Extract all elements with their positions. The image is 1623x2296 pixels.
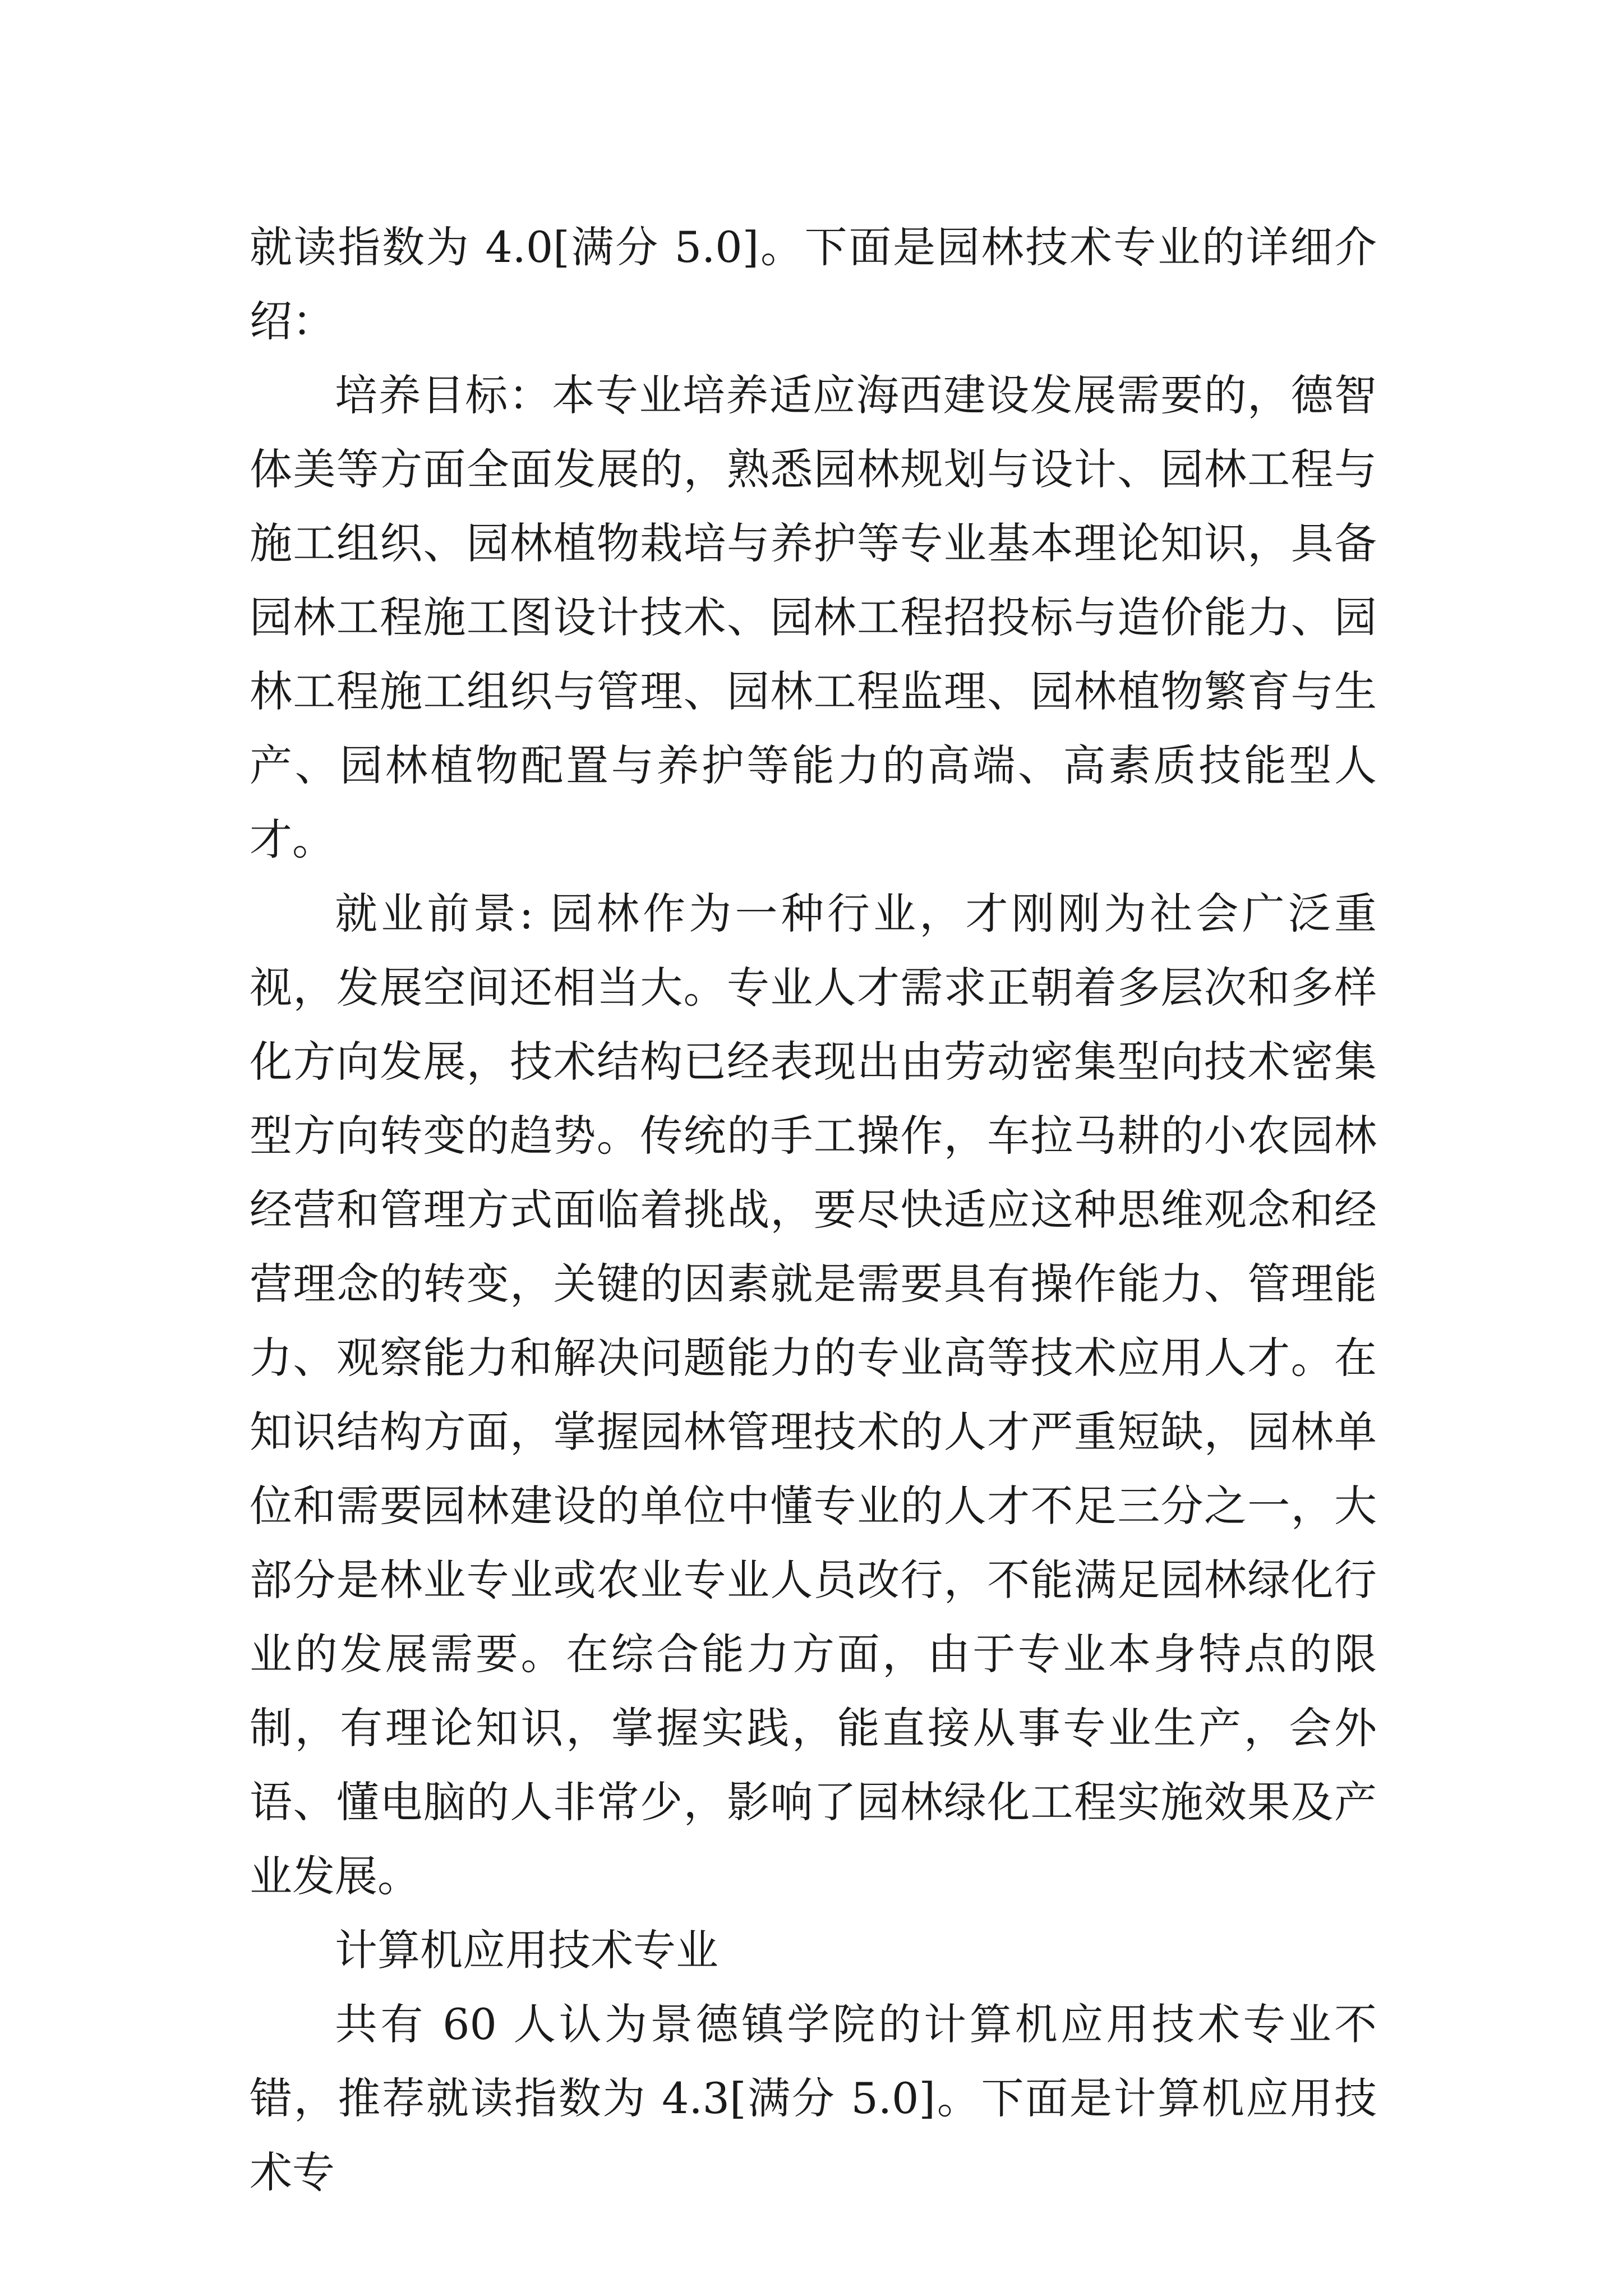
paragraph-computer-application-intro: 共有 60 人认为景德镇学院的计算机应用技术专业不错，推荐就读指数为 4.3[满分 5.0]。下面是计算机应用技术专 <box>250 1999 1377 2197</box>
section-heading-computer-application: 计算机应用技术专业 <box>335 1925 718 1975</box>
paragraph-intro-continuation: 就读指数为 4.0[满分 5.0]。下面是园林技术专业的详细介绍： <box>250 222 1377 346</box>
paragraph-training-goal: 培养目标：本专业培养适应海西建设发展需要的，德智体美等方面全面发展的，熟悉园林规划与设计、园林工程与施工组织、园林植物栽培与养护等专业基本理论知识，具备园林工程施工图设计技术、园林工程招投标与造价能力、园林工程施工组织与管理、园林工程监理、园林植物繁育与生产、园林植物配置与养护等能力的高端、高素质技能型人才。 <box>250 370 1377 864</box>
paragraph-employment-prospects: 就业前景: 园林作为一种行业，才刚刚为社会广泛重视，发展空间还相当大。专业人才需求正朝着多层次和多样化方向发展，技术结构已经表现出由劳动密集型向技术密集型方向转变的趋势。传统的手工操作，车拉马耕的小农园林经营和管理方式面临着挑战，要尽快适应这种思维观念和经营理念的转变，关键的因素就是需要具有操作能力、管理能力、观察能力和解决问题能力的专业高等技术应用人才。在知识结构方面，掌握园林管理技术的人才严重短缺，园林单位和需要园林建设的单位中懂专业的人才不足三分之一，大部分是林业专业或农业专业人员改行，不能满足园林绿化行业的发展需要。在综合能力方面，由于专业本身特点的限制，有理论知识，掌握实践，能直接从事专业生产，会外语、懂电脑的人非常少，影响了园林绿化工程实施效果及产业发展。 <box>250 889 1377 1901</box>
document-body <box>250 210 1377 2210</box>
